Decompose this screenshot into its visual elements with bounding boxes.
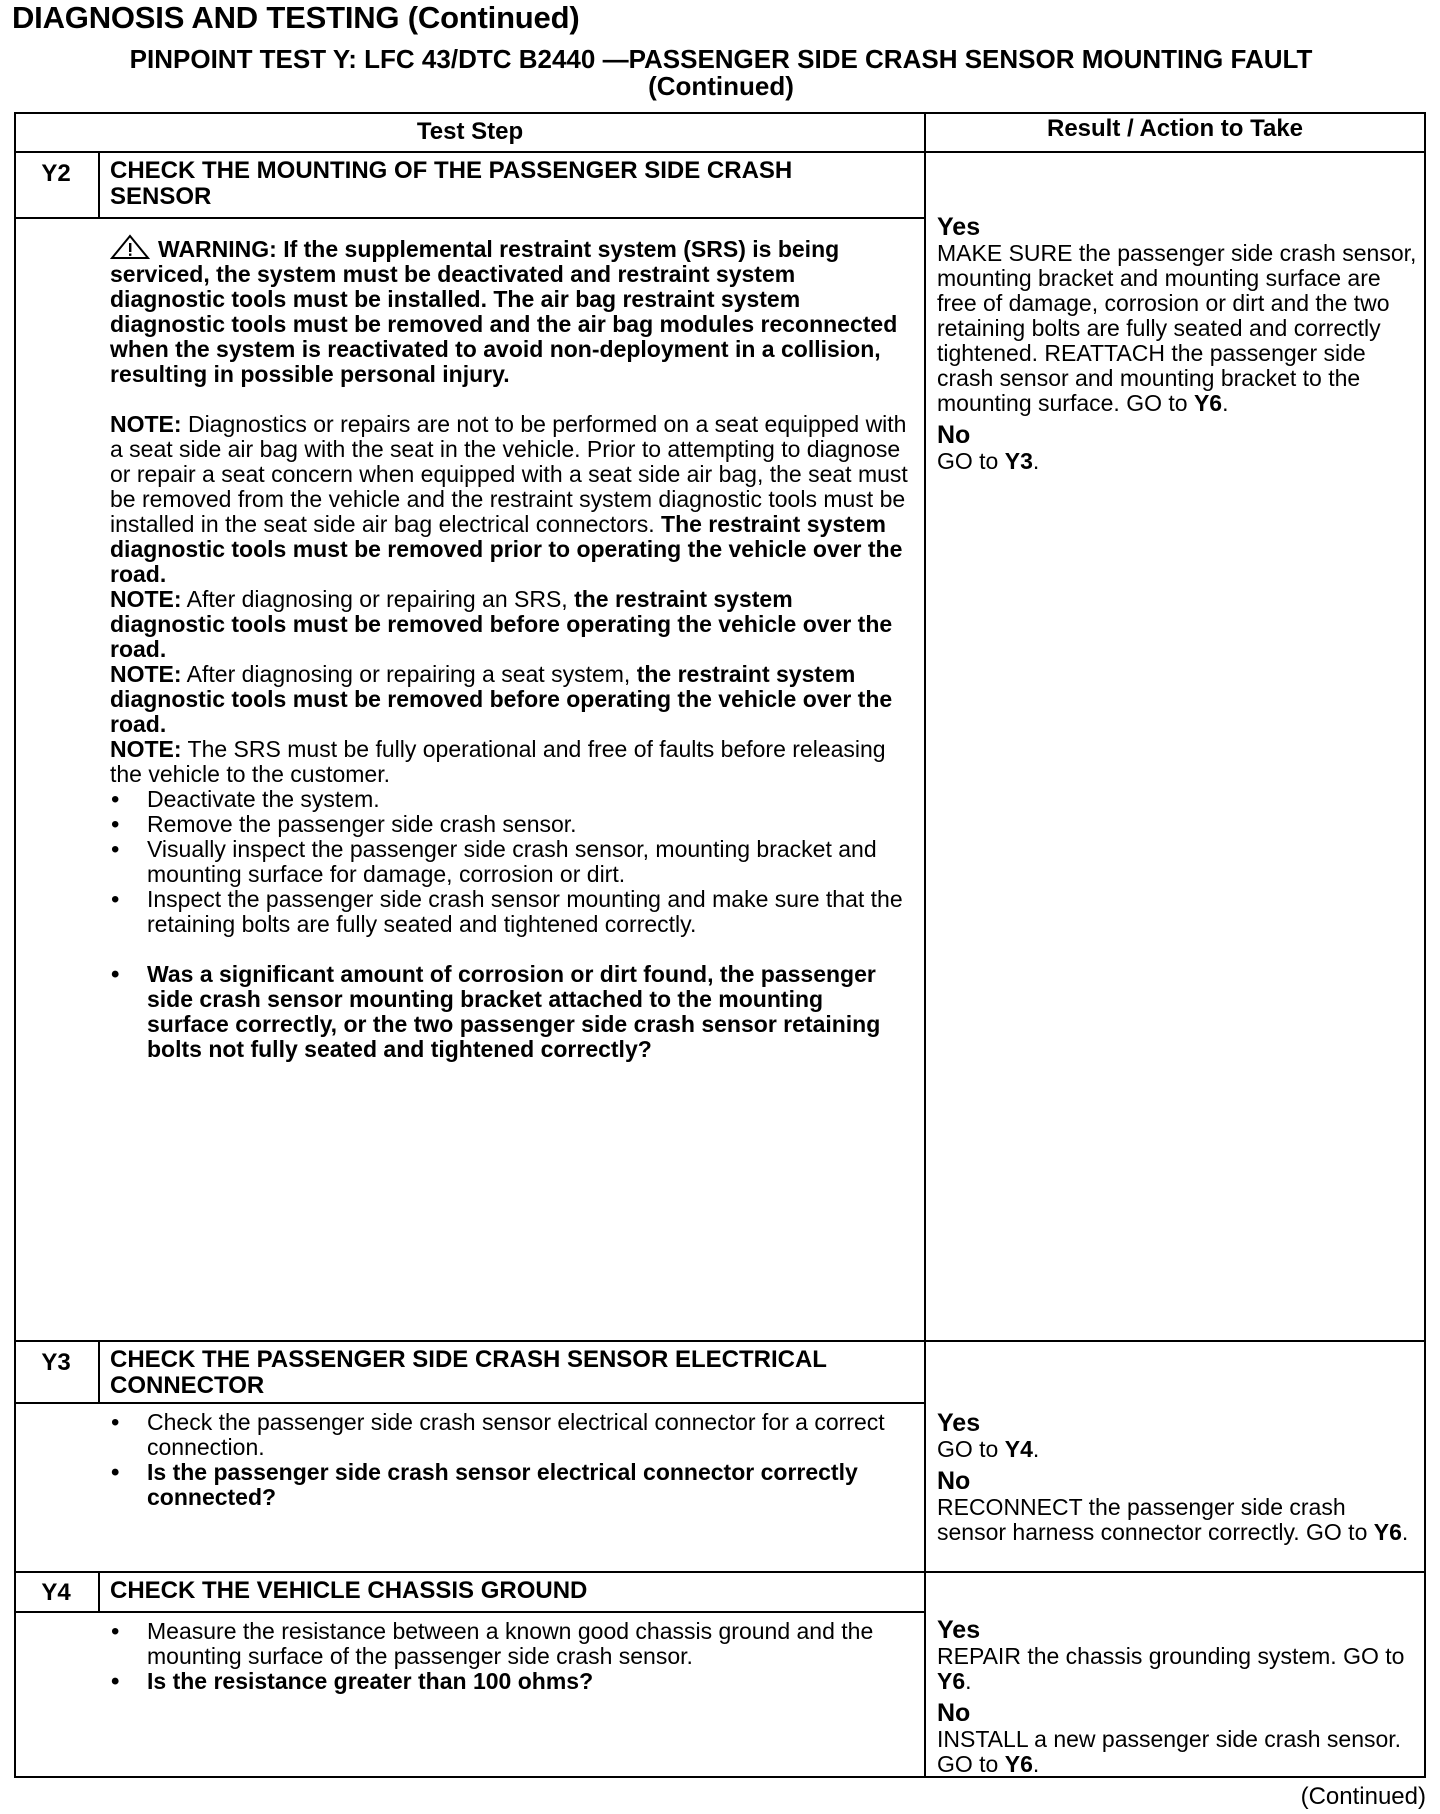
note-2-emphasis: the restraint system diagnostic tools must be removed before operating the vehicle over the road.	[110, 586, 893, 662]
pinpoint-test-title	[14, 46, 1428, 100]
divider-y3-row	[16, 1340, 1424, 1342]
note-3-text: After diagnosing or repairing a seat system,	[181, 661, 637, 687]
divider-step-number-y4	[98, 1573, 100, 1613]
result-y2-no: GO to Y3.	[937, 448, 1040, 474]
pinpoint-test-line2: (Continued)	[648, 71, 794, 101]
divider-y2-title	[16, 217, 924, 219]
column-header-result: Result / Action to Take	[1046, 115, 1304, 142]
result-y2	[937, 214, 1417, 474]
divider-y4-title	[16, 1611, 924, 1613]
step-y4-question: • Is the resistance greater than 100 ohms?	[110, 1669, 900, 1694]
page-title: DIAGNOSIS AND TESTING (Continued)	[12, 0, 580, 35]
step-title-y3: CHECK THE PASSENGER SIDE CRASH SENSOR ELECTRICAL CONNECTOR	[110, 1346, 827, 1399]
divider-y3-title	[16, 1402, 924, 1404]
result-y2-yes-label: Yes	[937, 213, 981, 241]
result-y3-no: RECONNECT the passenger side crash sensor harness connector correctly. GO to Y6.	[937, 1494, 1409, 1545]
warning-triangle-icon	[110, 234, 150, 260]
result-y3-yes: GO to Y4.	[937, 1436, 1040, 1462]
divider-step-number-y2	[98, 153, 100, 219]
step-title-y4: CHECK THE VEHICLE CHASSIS GROUND	[110, 1577, 588, 1604]
note-1-text: Diagnostics or repairs are not to be performed on a seat equipped with a seat side air bag with the seat in the vehicle. Prior to attempting to diagnose or repair a seat concern when equipped with a seat side air bag, the seat must be removed from the vehicle and the restraint system diagnostic tools must be installed in the seat side air bag electrical connectors.	[110, 411, 908, 537]
warning-text: WARNING: If the supplemental restraint system (SRS) is being serviced, the system must be deactivated and restraint system diagnostic tools must be installed. The air bag restraint system diagnostic tools must be removed and the air bag modules reconnected when the system is reactivated to avoid non-deployment in a collision, resulting in possible personal injury.	[110, 236, 898, 387]
pinpoint-test-line1: PINPOINT TEST Y: LFC 43/DTC B2440 —PASSENGER SIDE CRASH SENSOR MOUNTING FAULT	[129, 44, 1313, 74]
step-y2-question: • Was a significant amount of corrosion or dirt found, the passenger side crash sensor mounting bracket attached to the mounting surface correctly, or the two passenger side crash sensor retaining bolts not fully seated and tightened correctly?	[110, 962, 910, 1062]
list-item: • Check the passenger side crash sensor electrical connector for a correct connection.	[110, 1410, 900, 1460]
result-y3-yes-label: Yes	[937, 1409, 981, 1437]
step-y3-actions	[110, 1410, 900, 1510]
step-y4-actions	[110, 1619, 900, 1694]
result-y4-yes-ref: Y6	[937, 1668, 966, 1694]
step-body-y3	[110, 1410, 900, 1510]
note-2-text: After diagnosing or repairing an SRS,	[181, 586, 575, 612]
note-4	[110, 737, 910, 787]
note-1-emphasis: The restraint system diagnostic tools must be removed prior to operating the vehicle over the road.	[110, 511, 903, 587]
warning-paragraph	[110, 234, 910, 387]
step-number-y4: Y4	[41, 1579, 71, 1606]
result-y2-no-ref: Y3	[1004, 448, 1033, 474]
step-number-y3: Y3	[41, 1349, 71, 1376]
list-item: • Deactivate the system.	[110, 787, 910, 812]
result-y4-no: INSTALL a new passenger side crash sensor. GO to Y6.	[937, 1726, 1402, 1777]
result-y2-no-label: No	[937, 421, 971, 449]
divider-header-row	[16, 151, 1424, 153]
note-4-text: The SRS must be fully operational and free of faults before releasing the vehicle to the customer.	[110, 736, 886, 787]
result-y3-no-label: No	[937, 1467, 971, 1495]
note-3-emphasis: the restraint system diagnostic tools must be removed before operating the vehicle over the road.	[110, 661, 893, 737]
step-body-y2	[110, 234, 910, 1062]
result-y2-yes-text: MAKE SURE the passenger side crash sensor, mounting bracket and mounting surface are free of damage, corrosion or dirt and the two retaining bolts are fully seated and correctly tightened. REATTACH the passenger side crash sensor and mounting bracket to the mounting surface. GO to	[937, 240, 1417, 416]
list-item: • Measure the resistance between a known good chassis ground and the mounting surface of the passenger side crash sensor.	[110, 1619, 900, 1669]
result-y4-no-ref: Y6	[1004, 1751, 1033, 1777]
list-item: • Remove the passenger side crash sensor.	[110, 812, 910, 837]
result-y4-yes-text: REPAIR the chassis grounding system. GO to	[937, 1643, 1405, 1669]
step-number-y2: Y2	[41, 160, 71, 187]
divider-y4-row	[16, 1571, 1424, 1573]
result-y3-no-ref: Y6	[1373, 1519, 1402, 1545]
note-4-label: NOTE:	[110, 736, 182, 762]
note-2-label: NOTE:	[110, 586, 182, 612]
result-y2-yes-ref: Y6	[1193, 390, 1223, 416]
result-y4-yes-label: Yes	[937, 1616, 981, 1644]
result-y3-no-text: RECONNECT the passenger side crash sensor harness connector correctly. GO to	[937, 1494, 1374, 1545]
result-y4-yes: REPAIR the chassis grounding system. GO to Y6.	[937, 1643, 1405, 1694]
step-y2-question-list	[110, 962, 910, 1062]
divider-result-column	[924, 114, 926, 1776]
note-3-label: NOTE:	[110, 661, 182, 687]
column-header-test-step: Test Step	[416, 118, 524, 145]
list-item: • Inspect the passenger side crash sensor mounting and make sure that the retaining bolts are fully seated and tightened correctly.	[110, 887, 910, 937]
note-2	[110, 587, 910, 662]
result-y2-yes: MAKE SURE the passenger side crash sensor, mounting bracket and mounting surface are free of damage, corrosion or dirt and the two retaining bolts are fully seated and correctly tightened. REATTACH the passenger side crash sensor and mounting bracket to the mounting surface. GO to Y6.	[937, 240, 1417, 416]
step-title-y2: CHECK THE MOUNTING OF THE PASSENGER SIDE CRASH SENSOR	[110, 157, 793, 210]
result-y4-no-label: No	[937, 1699, 971, 1727]
result-y3-yes-text: GO to	[937, 1436, 1005, 1462]
result-y3-yes-ref: Y4	[1004, 1436, 1033, 1462]
result-y4	[937, 1617, 1417, 1777]
continued-footer: (Continued)	[1300, 1783, 1426, 1810]
result-y4-no-text: INSTALL a new passenger side crash sensor. GO to	[937, 1726, 1402, 1777]
note-3	[110, 662, 910, 737]
step-y2-actions	[110, 787, 910, 937]
step-body-y4	[110, 1619, 900, 1694]
note-1-label: NOTE:	[110, 411, 182, 437]
pinpoint-test-table	[14, 112, 1426, 1778]
result-y3	[937, 1410, 1417, 1545]
list-item: • Visually inspect the passenger side crash sensor, mounting bracket and mounting surface for damage, corrosion or dirt.	[110, 837, 910, 887]
divider-step-number-y3	[98, 1342, 100, 1404]
note-1	[110, 412, 910, 587]
result-y2-no-text: GO to	[937, 448, 1005, 474]
step-y3-question: • Is the passenger side crash sensor electrical connector correctly connected?	[110, 1460, 900, 1510]
